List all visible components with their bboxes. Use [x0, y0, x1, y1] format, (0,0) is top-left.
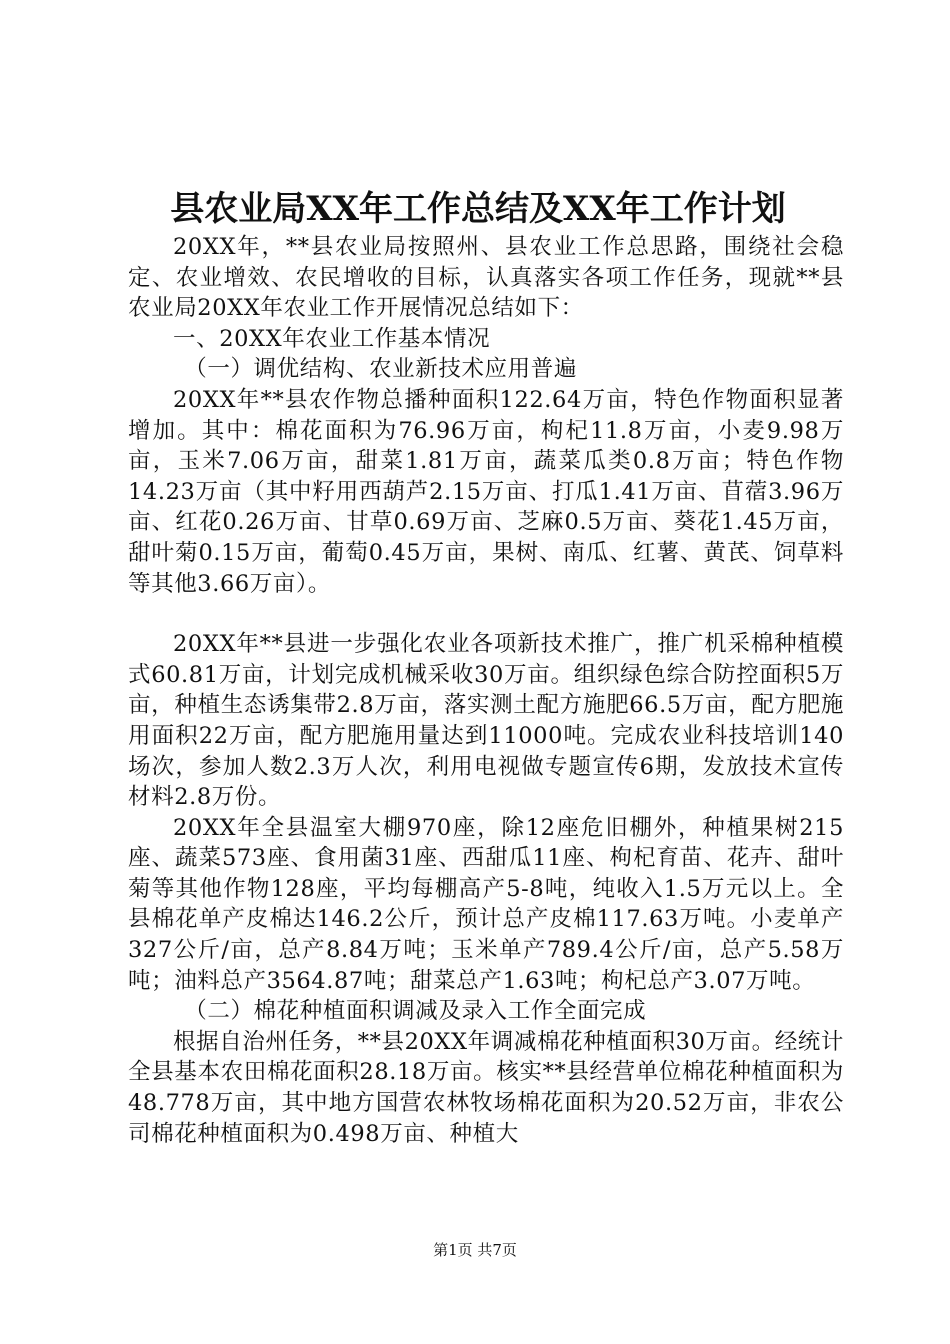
- body-paragraph-crops: 20XX年**县农作物总播种面积122.64万亩，特色作物面积显著增加。其中：棉花面积为76.96万亩，枸杞11.8万亩，小麦9.98万亩，玉米7.06万亩，甜菜1.81万亩，蔬菜瓜类0.8万亩；特色作物14.23万亩（其中籽用西葫芦2.15万亩、打瓜1.41万亩、苜蓿3.96万亩、红花0.26万亩、甘草0.69万亩、芝麻0.5万亩、葵花1.45万亩，甜叶菊0.15万亩，葡萄0.45万亩，果树、南瓜、红薯、黄芪、饲草料等其他3.66万亩）。: [128, 386, 844, 597]
- subsection-heading-1: （一）调优结构、农业新技术应用普遍: [184, 356, 577, 383]
- intro-paragraph: 20XX年，**县农业局按照州、县农业工作总思路，围绕社会稳定、农业增效、农民增收的目标，认真落实各项工作任务，现就**县农业局20XX年农业工作开展情况总结如下：: [128, 234, 844, 322]
- subsection-heading-2: （二）棉花种植面积调减及录入工作全面完成: [184, 998, 647, 1025]
- body-paragraph-cotton: 根据自治州任务，**县20XX年调减棉花种植面积30万亩。经统计全县基本农田棉花面积28.18万亩。核实**县经营单位棉花种植面积为48.778万亩，其中地方国营农林牧场棉花面积为20.52万亩，非农公司棉花种植面积为0.498万亩、种植大: [128, 1028, 844, 1147]
- section-heading-1: 一、20XX年农业工作基本情况: [173, 325, 491, 352]
- document-title: 县农业局XX年工作总结及XX年工作计划: [170, 189, 786, 229]
- body-paragraph-technology: 20XX年**县进一步强化农业各项新技术推广，推广机采棉种植模式60.81万亩，计划完成机械采收30万亩。组织绿色综合防控面积5万亩，种植生态诱集带2.8万亩，落实测土配方施肥66.5万亩，配方肥施用面积22万亩，配方肥施用量达到11000吨。完成农业科技培训140场次，参加人数2.3万人次，利用电视做专题宣传6期，发放技术宣传材料2.8万份。: [128, 631, 844, 811]
- document-body: [128, 232, 844, 1149]
- page-footer: 第1页 共7页: [433, 1241, 517, 1259]
- body-paragraph-greenhouse: 20XX年全县温室大棚970座，除12座危旧棚外，种植果树215座、蔬菜573座、食用菌31座、西甜瓜11座、枸杞育苗、花卉、甜叶菊等其他作物128座，平均每棚高产5-8吨，纯收入1.5万元以上。全县棉花单产皮棉达146.2公斤，预计总产皮棉117.63万吨。小麦单产327公斤/亩，总产8.84万吨；玉米单产789.4公斤/亩，总产5.58万吨；油料总产3564.87吨；甜菜总产1.63吨；枸杞总产3.07万吨。: [128, 814, 844, 994]
